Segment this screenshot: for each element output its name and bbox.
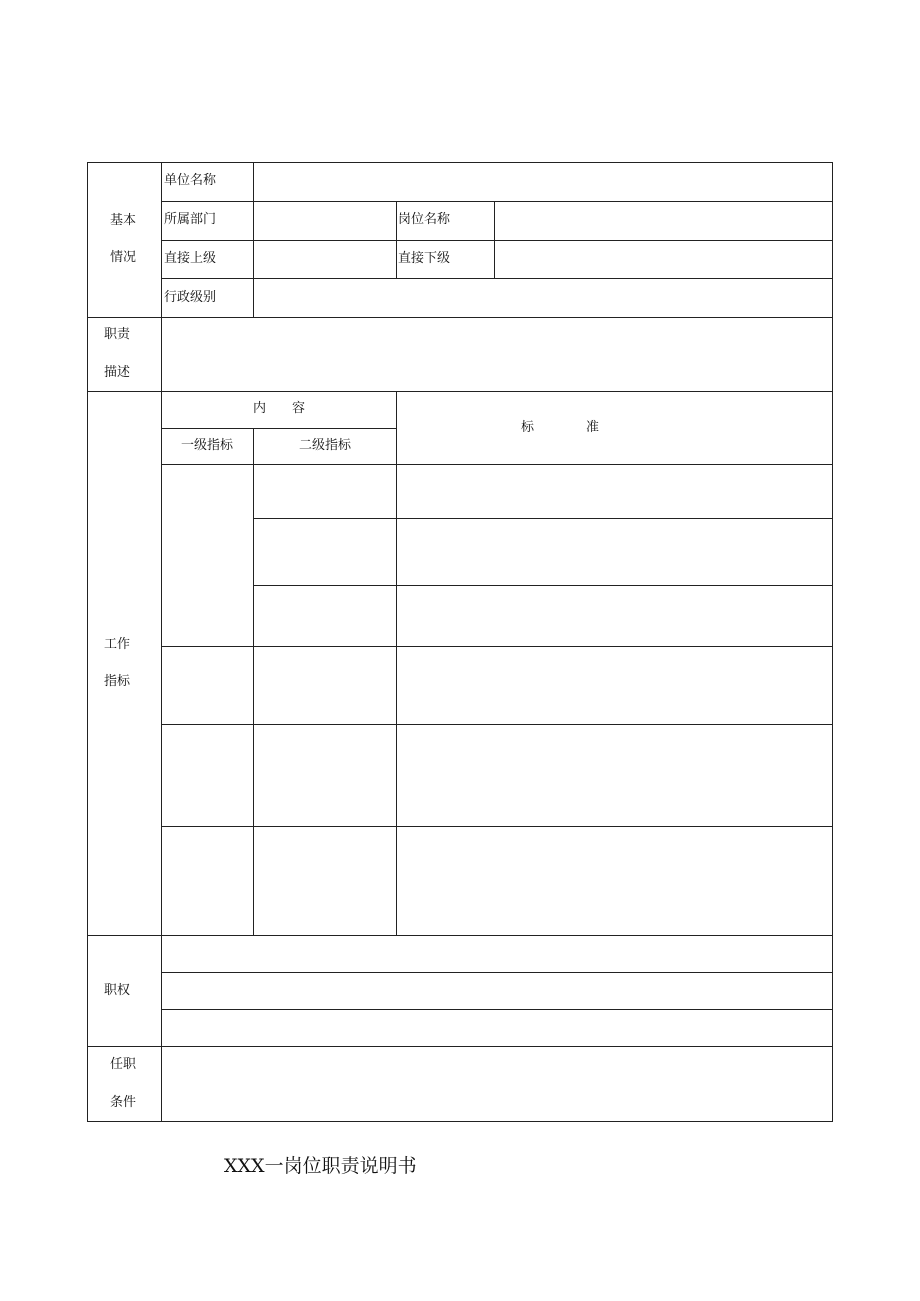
indicator-level2-cell[interactable] (254, 519, 396, 585)
basic-section-label-line2: 情况 (110, 250, 137, 265)
level2-indicator-header: 二级指标 (298, 438, 352, 453)
direct-subordinate-field[interactable] (495, 241, 832, 278)
indicator-level1-cell[interactable] (162, 465, 253, 646)
authority-row[interactable] (162, 1010, 832, 1046)
indicator-level2-cell[interactable] (254, 647, 396, 724)
indicator-level2-cell[interactable] (254, 725, 396, 826)
unit-name-label: 单位名称 (164, 173, 217, 188)
duties-description-field[interactable] (162, 318, 832, 391)
department-label: 所属部门 (164, 212, 217, 227)
indicator-level2-cell[interactable] (254, 465, 396, 518)
duties-label-line2: 描述 (104, 365, 131, 380)
indicator-level2-cell[interactable] (254, 827, 396, 935)
unit-name-field[interactable] (254, 163, 832, 201)
form-border-bottom (87, 1121, 833, 1122)
form-border-right (832, 162, 833, 1122)
indicator-standard-cell[interactable] (397, 827, 832, 935)
indicator-level1-cell[interactable] (162, 647, 253, 724)
indicator-level1-cell[interactable] (162, 725, 253, 826)
indicator-standard-cell[interactable] (397, 465, 832, 518)
indicators-label-line1: 工作 (104, 637, 131, 652)
admin-level-label: 行政级别 (164, 290, 217, 305)
qualifications-label-line1: 任职 (110, 1057, 137, 1072)
position-name-field[interactable] (495, 202, 832, 240)
admin-level-field[interactable] (254, 279, 832, 317)
authority-label: 职权 (104, 983, 131, 998)
authority-row[interactable] (162, 936, 832, 972)
section-divider (87, 391, 833, 392)
indicator-standard-cell[interactable] (397, 725, 832, 826)
direct-subordinate-label: 直接下级 (398, 251, 451, 266)
indicator-standard-cell[interactable] (397, 647, 832, 724)
indicator-standard-cell[interactable] (397, 519, 832, 585)
document-title: XXX一岗位职责说明书 (224, 1155, 417, 1177)
row-divider (161, 428, 396, 429)
form-border-left (87, 162, 88, 1122)
department-field[interactable] (254, 202, 396, 240)
indicator-standard-cell[interactable] (397, 586, 832, 646)
basic-section-label-line1: 基本 (110, 213, 137, 228)
qualifications-label-line2: 条件 (110, 1095, 137, 1110)
duties-label-line1: 职责 (104, 327, 131, 342)
direct-superior-field[interactable] (254, 241, 396, 278)
indicator-level2-cell[interactable] (254, 586, 396, 646)
indicators-label-line2: 指标 (104, 674, 131, 689)
position-name-label: 岗位名称 (398, 212, 451, 227)
column-divider (396, 201, 397, 279)
content-header: 内 容 (252, 401, 306, 416)
indicator-level1-cell[interactable] (162, 827, 253, 935)
direct-superior-label: 直接上级 (164, 251, 217, 266)
level1-indicator-header: 一级指标 (180, 438, 234, 453)
standard-header: 标 准 (520, 420, 600, 435)
qualifications-field[interactable] (162, 1047, 832, 1121)
authority-row[interactable] (162, 973, 832, 1009)
